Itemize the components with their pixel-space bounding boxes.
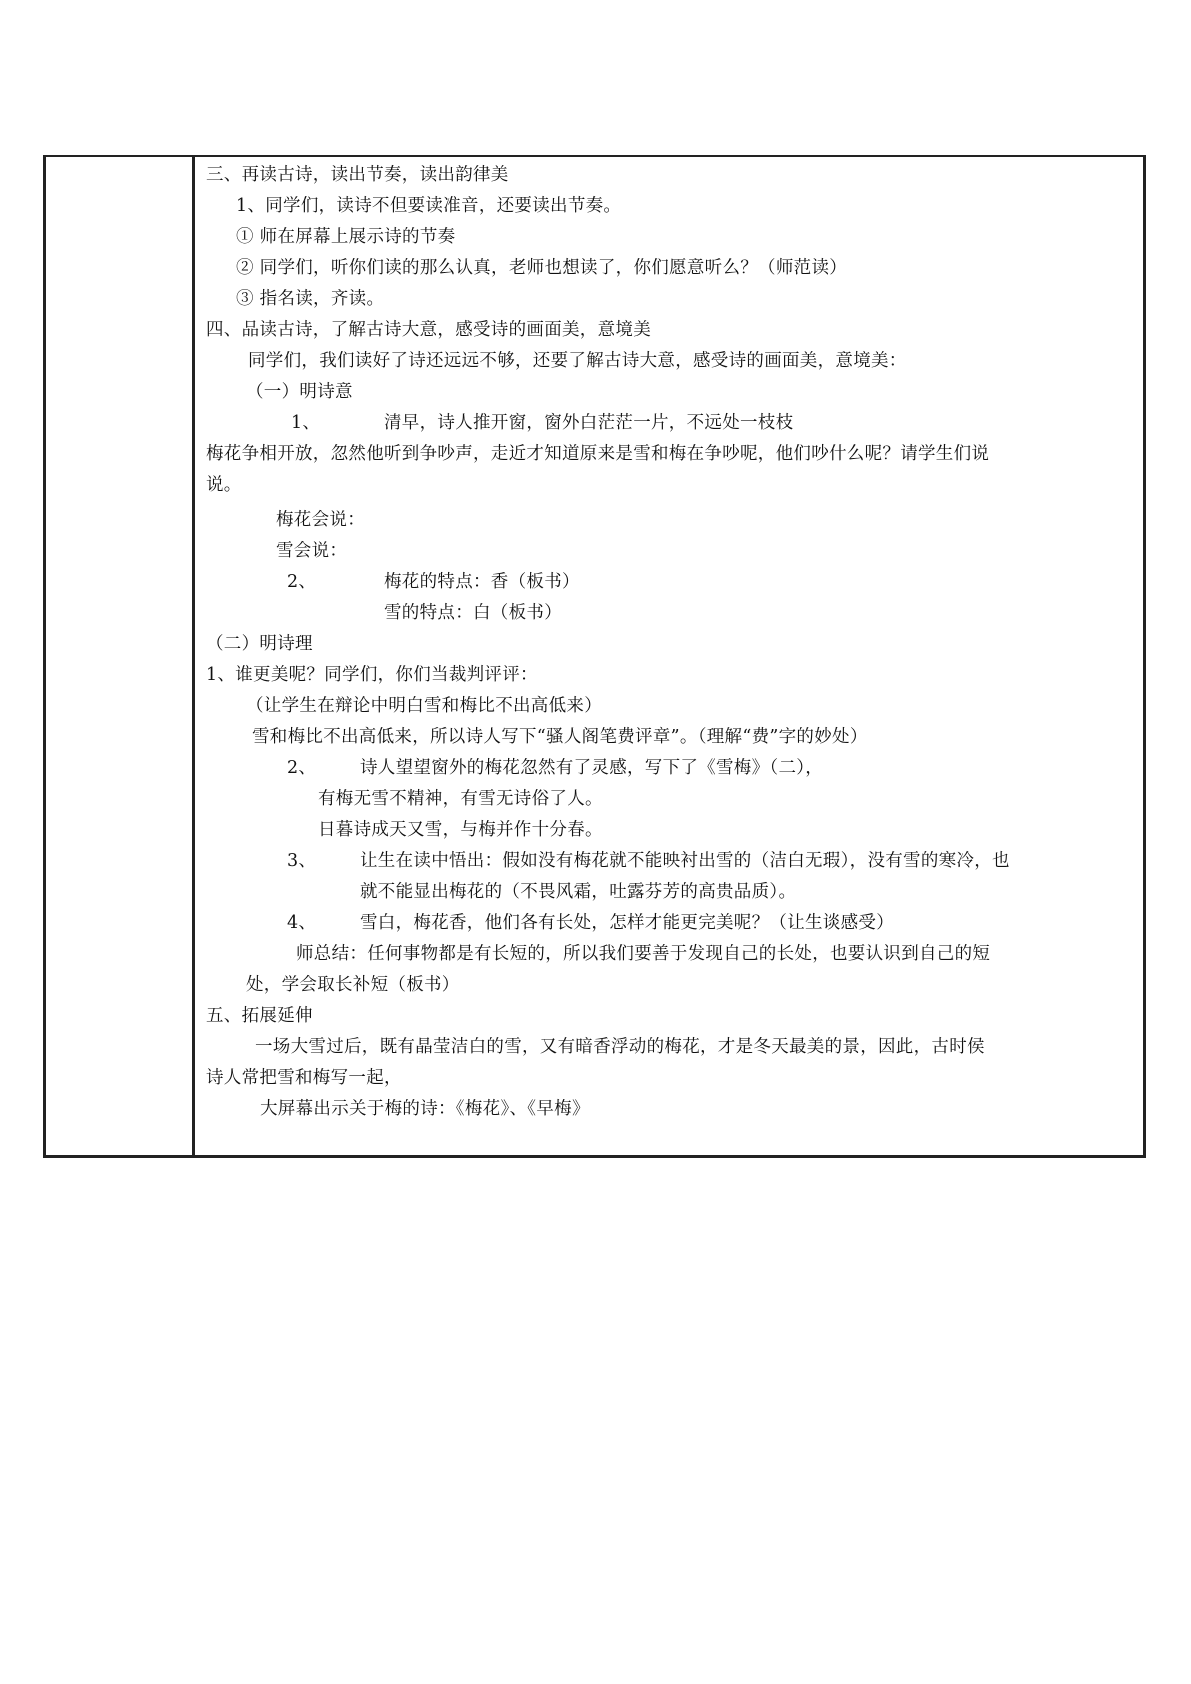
section-heading-3: 三、再读古诗，读出节奏，读出韵律美: [206, 165, 509, 185]
text-line: 同学们，我们读好了诗还远远不够，还要了解古诗大意，感受诗的画面美，意境美：: [248, 351, 907, 371]
list-number: 3、: [287, 851, 317, 871]
text-line: 诗人望望窗外的梅花忽然有了灵感，写下了《雪梅》（二），: [360, 758, 824, 778]
subsection-heading: （二）明诗理: [206, 634, 313, 654]
text-line: 雪和梅比不出高低来，所以诗人写下“骚人阁笔费评章”。（理解“费”字的妙处）: [252, 727, 868, 747]
text-line: ② 同学们，听你们读的那么认真，老师也想读了，你们愿意听么？（师范读）: [236, 258, 848, 278]
text-line: （让学生在辩论中明白雪和梅比不出高低来）: [246, 696, 602, 716]
poem-line: 日暮诗成天又雪，与梅并作十分春。: [318, 820, 603, 840]
text-line: 1、谁更美呢？同学们，你们当裁判评评：: [206, 665, 538, 685]
text-line: 梅花会说：: [276, 510, 365, 530]
text-line: 就不能显出梅花的（不畏风霜，吐露芬芳的高贵品质）。: [360, 882, 797, 902]
subsection-heading: （一）明诗意: [246, 382, 353, 402]
list-number: 4、: [287, 913, 317, 933]
text-line: 雪会说：: [276, 541, 348, 561]
text-line: 雪白，梅花香，他们各有长处，怎样才能更完美呢？（让生谈感受）: [360, 913, 894, 933]
text-line: 让生在读中悟出：假如没有梅花就不能映衬出雪的（洁白无瑕），没有雪的寒冷，也: [360, 851, 1010, 871]
section-heading-4: 四、品读古诗，了解古诗大意，感受诗的画面美，意境美: [206, 320, 651, 340]
text-line: ① 师在屏幕上展示诗的节奏: [236, 227, 456, 247]
section-heading-5: 五、拓展延伸: [206, 1006, 313, 1026]
text-line: ③ 指名读，齐读。: [236, 289, 385, 309]
text-line: 雪的特点：白（板书）: [384, 603, 562, 623]
text-line: 诗人常把雪和梅写一起，: [206, 1068, 402, 1088]
poem-line: 有梅无雪不精神，有雪无诗俗了人。: [318, 789, 603, 809]
text-line: 梅花争相开放，忽然他听到争吵声，走近才知道原来是雪和梅在争吵呢，他们吵什么呢？请学生们说: [206, 444, 990, 464]
text-line: 一场大雪过后，既有晶莹洁白的雪，又有暗香浮动的梅花，才是冬天最美的景，因此，古时侯: [255, 1037, 985, 1057]
text-line: 师总结：任何事物都是有长短的，所以我们要善于发现自己的长处，也要认识到自己的短: [296, 944, 991, 964]
text-line: 清早，诗人推开窗，窗外白茫茫一片，不远处一枝枝: [384, 413, 794, 433]
text-line: 处，学会取长补短（板书）: [246, 975, 460, 995]
text-line: 梅花的特点：香（板书）: [384, 572, 580, 592]
list-number: 1、: [291, 413, 321, 433]
list-number: 2、: [287, 758, 317, 778]
column-divider: [192, 157, 195, 1155]
list-number: 2、: [287, 572, 317, 592]
text-line: 说。: [206, 475, 242, 495]
text-line: 大屏幕出示关于梅的诗：《梅花》、《早梅》: [260, 1099, 590, 1119]
text-line: 1、同学们，读诗不但要读准音，还要读出节奏。: [236, 196, 622, 216]
